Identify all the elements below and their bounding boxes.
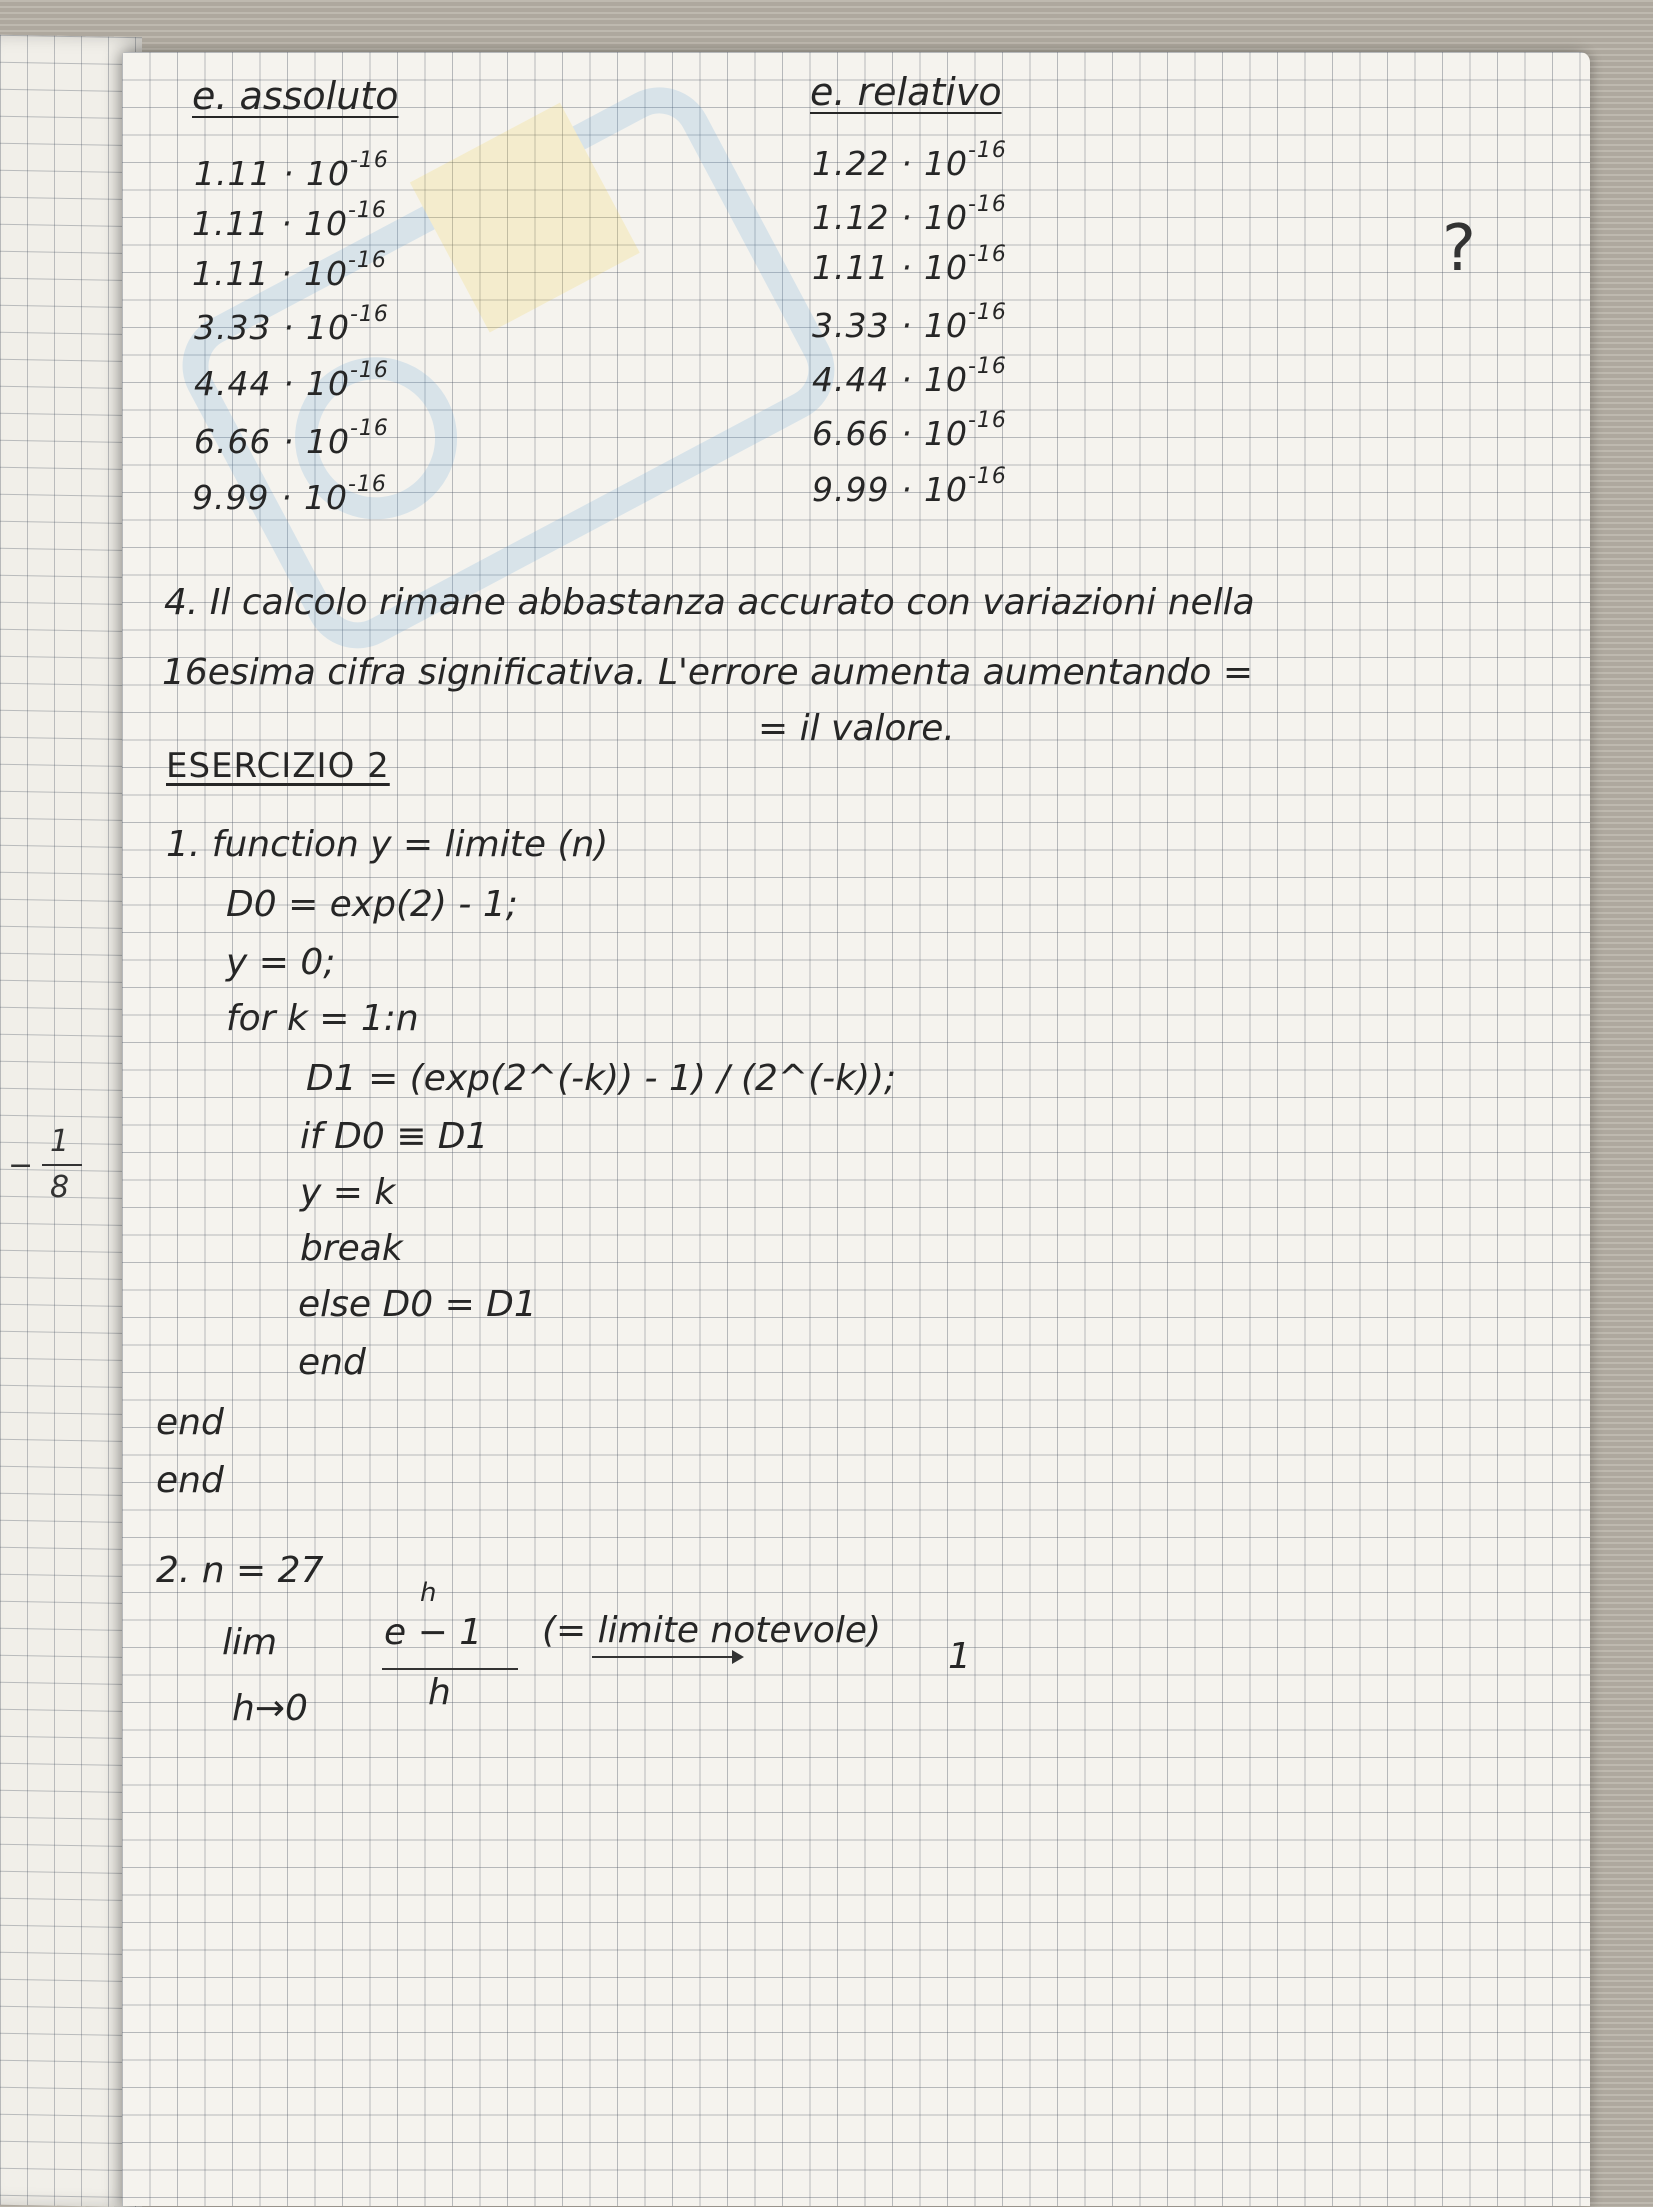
relative-error-value: $9.99 \cdot 10^{-16}$ [812,464,1007,509]
margin-note-denominator: 8 [50,1170,70,1205]
comment-line-2: 16esima cifra significativa. L'errore aumenta aumentando = [162,652,1254,693]
relative-error-value: $3.33 \cdot 10^{-16}$ [812,300,1007,345]
part-2-label: 2. n = 27 [156,1550,324,1591]
question-mark: ? [1442,212,1476,286]
code-line: D0 = exp(2) - 1; [226,884,518,925]
notebook-page [122,52,1590,2206]
limit-subscript: h→0 [232,1688,308,1729]
absolute-error-value: $9.99 \cdot 10^{-16}$ [192,472,387,517]
margin-note-sign: − [8,1148,34,1183]
limit-numerator: e − 1 [384,1612,483,1653]
code-line: end [156,1460,224,1501]
absolute-error-header: e. assoluto [192,74,399,118]
limit-symbol: lim [222,1622,278,1663]
code-line: y = 0; [226,942,336,983]
code-line: D1 = (exp(2^(-k)) - 1) / (2^(-k)); [306,1058,897,1099]
code-line: 1. function y = limite (n) [166,824,609,865]
relative-error-value: $4.44 \cdot 10^{-16}$ [812,354,1007,399]
limit-arrow [592,1656,742,1658]
absolute-error-value: $1.11 \cdot 10^{-16}$ [194,148,389,193]
relative-error-value: $6.66 \cdot 10^{-16}$ [812,408,1007,453]
absolute-error-value: $6.66 \cdot 10^{-16}$ [194,416,389,461]
code-line: y = k [300,1172,396,1213]
comment-line-3: = il valore. [758,708,955,749]
code-line: for k = 1:n [226,998,419,1039]
margin-note-bar [42,1164,82,1166]
code-line: if D0 ≡ D1 [300,1116,489,1157]
relative-error-header: e. relativo [810,70,1002,114]
limit-denominator: h [428,1672,451,1713]
code-line: end [156,1402,224,1443]
relative-error-value: $1.11 \cdot 10^{-16}$ [812,242,1007,287]
fraction-bar [382,1668,518,1670]
absolute-error-value: $1.11 \cdot 10^{-16}$ [192,248,387,293]
absolute-error-value: $1.11 \cdot 10^{-16}$ [192,198,387,243]
code-line: break [300,1228,403,1269]
exercise-2-heading: ESERCIZIO 2 [166,746,390,786]
limit-numerator-exponent: h [420,1578,437,1608]
absolute-error-value: $4.44 \cdot 10^{-16}$ [194,358,389,403]
comment-line-1: 4. Il calcolo rimane abbastanza accurato con variazioni nella [164,582,1255,623]
absolute-error-value: $3.33 \cdot 10^{-16}$ [194,302,389,347]
limit-result: 1 [948,1636,971,1677]
relative-error-value: $1.22 \cdot 10^{-16}$ [812,138,1007,183]
margin-note-numerator: 1 [50,1124,70,1159]
previous-page-edge [0,35,142,2207]
relative-error-value: $1.12 \cdot 10^{-16}$ [812,192,1007,237]
code-line: else D0 = D1 [298,1284,537,1325]
limit-note: (= limite notevole) [542,1610,882,1651]
code-line: end [298,1342,366,1383]
